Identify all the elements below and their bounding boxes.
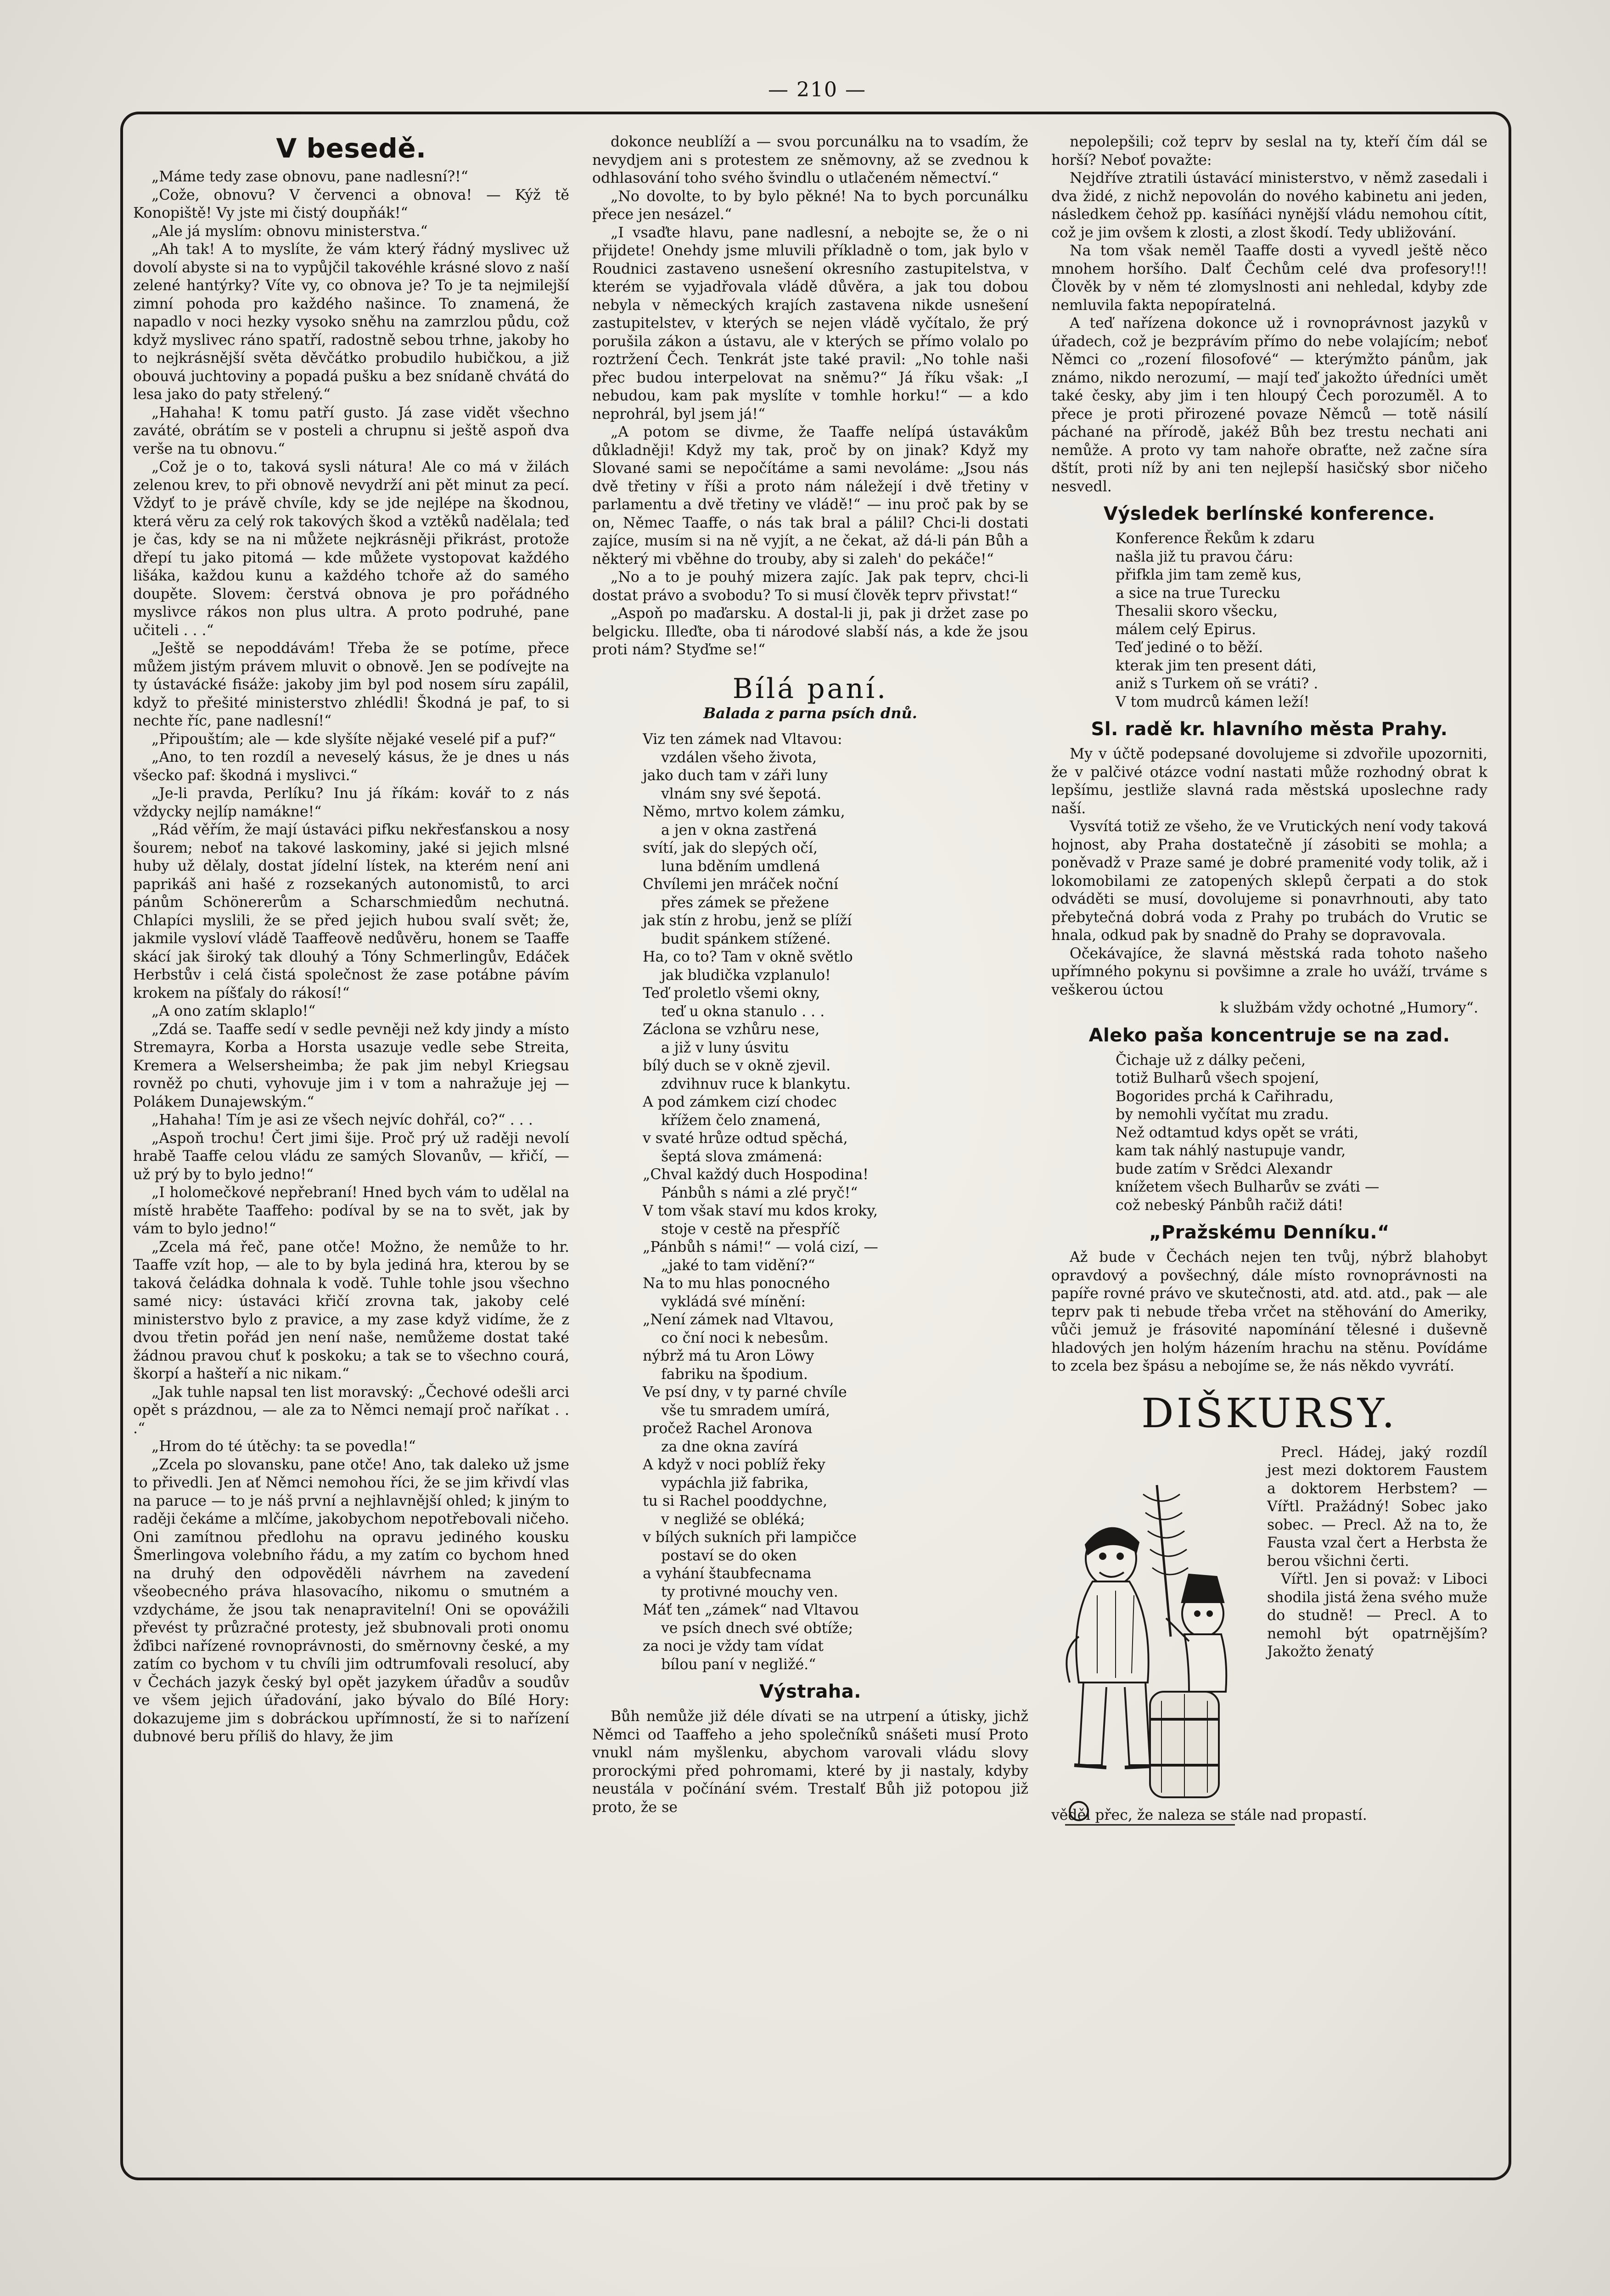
poem-line: za dne okna zavírá	[661, 1438, 798, 1455]
poem-line: „Chval každý duch Hospodina!	[643, 1166, 869, 1183]
paragraph: „Cože, obnovu? V červenci a obnova! — Kýž tě Konopiště! Vy jste mi čistý doupňák!“	[133, 186, 569, 221]
paragraph: „Zcela po slovansku, pane otče! Ano, tak daleko už jsme to přivedli. Jen ať Němci nemohou říci, že se jim křivdí vlas na paruce — to je náš první a nejhlavnější ohled; k jiným to raději čekáme a mlčíme, jakobychom nepotřebovali ničeho. Oni zamítnou předlohu na opravu jediného kousku Šmerlingova volebního řádu, a my zatím co bychom hned na druhý den odpověděli návrhem na zavedení všeobecného práva hlasovacího, nikomu o smutném a vzdycháme, že jsou tak nenapravitelní! Oni se opovážili převést ty průzračné protesty, jež sbubnovali proti onomu žďibci nařízené rovnoprávnosti, do směrnovny české, a my zatím co bychom v tu chvíli jim odtrumfovali resolucí, aby v Čechách jazyk český byl opět jazykem úřadův a soudův ve všem jejich úřadování, jako bývalo do Bílé Hory: dokazujeme jim s dobráckou upřímností, že si to nařízení dubnové beru příliš do hlavy, že jim	[133, 1456, 569, 1745]
paragraph: „Zdá se. Taaffe sedí v sedle pevněji než kdy jindy a místo Stremayra, Korba a Horsta usazuje vedle sebe Streita, Kremera a Welsersheimba; že pak jim nebyl Kriegsau rovněž po chuti, vyhovuje jim i v tom a nahražuje jej — Polákem Dunajewským.“	[133, 1021, 569, 1110]
paragraph: „A ono zatím sklaplo!“	[151, 1003, 316, 1019]
article-continuation-vystraha	[1051, 133, 1487, 496]
poem-line: co ční noci k nebesům.	[661, 1329, 829, 1346]
paragraph: dokonce neublíží a — svou porcunálku na to vsadím, že nevydjem ani s protestem ze sněmovny, až se zvednou k odhlasování toho svého švindlu o utlačeném němectví.“	[592, 134, 1028, 186]
poem-line: a jen v okna zastřená	[661, 822, 817, 838]
poem-line: Ha, co to? Tam v okně světlo	[643, 949, 853, 965]
poem-line: V tom však staví mu kdos kroky,	[643, 1203, 878, 1219]
poem-line: budit spánkem stížené.	[661, 930, 831, 947]
poem-line: Máť ten „zámek“ nad Vltavou	[643, 1602, 859, 1618]
paragraph: „No dovolte, to by bylo pěkné! Na to bych porcunálku přece jen nesázel.“	[592, 188, 1028, 223]
poem-line: jak bludička vzplanulo!	[661, 967, 831, 984]
poem-line: bílý duch se v okně zjevil.	[643, 1058, 831, 1074]
column-3	[1051, 133, 1487, 2167]
poem-aleko-pasa	[1051, 1052, 1487, 1215]
article-continuation	[592, 133, 1028, 659]
poem-line: jako duch tam v záři luny	[643, 767, 828, 784]
poem-line: což nebeský Pánbůh račiž dáti!	[1116, 1197, 1344, 1214]
poem-title-bila-pani: Bílá paní.	[732, 672, 888, 705]
poem-line: bude zatím v Srědci Alexandr	[1116, 1160, 1332, 1177]
paragraph: „I vsaďte hlavu, pane nadlesní, a nebojte se, že o ni přijdete! Onehdy jsme mluvili příkladně o tom, jak bylo v Roudnici zastaveno usnešení okresního zastupitelstva, v kterém se vyjadřovala vládě důvěra, a jak tou dobou nebyla v německých krajích zastavena nikde usnešení zastupitelstev, v kterých se nejen vládě vyčítalo, že prý porušila zákon a ústavu, ale v kterých se přímo volalo po roztržení Čech. Tenkrát jste také pravil: „No tohle naši přec budou interpelovat na sněmu?“ Já říku však: „I nebudou, kam pak myslíte v tomhle horku!“ — a kdo neprohrál, byl jsem já!“	[592, 224, 1028, 422]
signature-humory: k službám vždy ochotné „Humory“.	[1220, 1000, 1478, 1016]
article-heading-dennik: „Pražskému Denníku.“	[1149, 1222, 1390, 1243]
article-heading-v-besede: V besedě.	[276, 133, 426, 164]
poem-line: V tom mudrců kámen leží!	[1116, 693, 1310, 710]
column-2	[592, 133, 1028, 2167]
diskursy-footer-line: věděl přec, že naleza se stále nad propastí.	[1051, 1806, 1367, 1823]
poem-line: stoje v cestě na přespříč	[661, 1221, 840, 1238]
paragraph: „Hahaha! K tomu patří gusto. Já zase vidět všechno zaváté, obrátím se v posteli a chrupnu si ještě aspoň dva verše na tu obnovu.“	[133, 404, 569, 457]
poem-line: a vyhání štaubfecnama	[643, 1565, 812, 1582]
cartoon-illustration	[1051, 1444, 1258, 1857]
poem-line: vypáchla již fabrika,	[661, 1474, 809, 1491]
diskursy-dialogue	[1267, 1444, 1487, 1661]
poem-line: šeptá slova zmámená:	[661, 1148, 823, 1165]
poem-berlin-conference	[1051, 530, 1487, 711]
poem-line: Thesalii skoro všecku,	[1116, 603, 1278, 619]
poem-line: kterak jim ten present dáti,	[1116, 657, 1317, 674]
paragraph: „Aspoň po maďarsku. A dostal-li ji, pak ji držet zase po belgicku. Illeďte, oba ti národové slabší nás, a kde že jsou proti nám? Styďme se!“	[592, 605, 1028, 658]
poem-line: kam tak náhlý nastupuje vandr,	[1116, 1142, 1346, 1159]
poem-line: luna bděním umdlená	[661, 858, 820, 875]
paragraph: Na tom však neměl Taaffe dosti a vyvedl ještě něco mnohem horšího. Dalť Čechům celé dva profesory!!! Člověk by v něm té zlomyslnosti ani nehledal, kdyby zde nemluvila fakta nepopíratelná.	[1051, 242, 1487, 314]
poem-line: svítí, jak do slepých očí,	[643, 840, 818, 856]
dialogue-paragraph: Precl. Hádej, jaký rozdíl jest mezi doktorem Faustem a doktorem Herbstem? — Vířtl. Pražádný! Sobec jako sobec. — Precl. Až na to, že Fausta vzal čert a Herbsta že berou všichni čerti.	[1267, 1444, 1487, 1570]
poem-line: v bílých sukních při lampičce	[643, 1529, 857, 1546]
poem-line: Čichaje už z dálky pečeni,	[1116, 1052, 1306, 1069]
poem-line: Na to mu hlas ponocného	[643, 1275, 830, 1292]
poem-subtitle: Balada z parna psích dnů.	[703, 704, 917, 722]
article-body-rada	[1051, 745, 1487, 999]
poem-line: Němo, mrtvo kolem zámku,	[643, 804, 845, 820]
paragraph: „Hrom do té útěchy: ta se povedla!“	[151, 1438, 416, 1455]
poem-line: totiž Bulharů všech spojení,	[1116, 1070, 1319, 1086]
poem-line: Konference Řekům k zdaru	[1116, 530, 1315, 547]
poem-line: by nemohli vyčítat mu zradu.	[1116, 1106, 1329, 1123]
poem-line: A pod zámkem cizí chodec	[643, 1094, 837, 1110]
paragraph: „Ale já myslím: obnovu ministerstva.“	[151, 223, 428, 240]
poem-line: teď u okna stanulo . . .	[661, 1003, 825, 1020]
poem-line: našla již tu pravou čáru:	[1116, 548, 1293, 565]
poem-line: Záclona se vzhůru nese,	[643, 1021, 820, 1038]
paragraph: „Rád věřím, že mají ústaváci pifku nekřesťanskou a nosy šourem; neboť na takové laskominy, jaké si jejich mlsné huby už dělaly, dostat jídelní lístek, na kterém není ani paprikáš ani hašé z rozsekaných autonomistů, to arci pánům Schönererům a Scharschmiedům nechutná. Chlapíci myslili, že se před jejich hubou svalí svět; že, jakmile vysloví vládě Taaffeově nedůvěru, honem se Taaffe skácí jak široký tak dlouhý a Tóny Schmerlingův, Edáček Herbstův i celá čistá společnost že zase potábne pávím krokem na píšťaly do rákosí!“	[133, 822, 569, 1002]
poem-line: málem celý Epirus.	[1116, 621, 1257, 638]
poem-line: vše tu smradem umírá,	[661, 1402, 830, 1419]
diskursy-footer-wrap	[1051, 1806, 1487, 1825]
article-body-v-besede	[133, 168, 569, 1746]
paragraph: „Zcela má řeč, pane otče! Možno, že nemůže to hr. Taaffe vzít hop, — ale to by byla jediná hra, kterou by se taková čeládka dohnala k vodě. Tuhle tohle jsou všechno samé nicy: ústaváci křičí zrovna tak, jakoby celé ministerstvo bylo z pravice, a my zase když vidíme, že z dvou třetin pořád jen není naše, nemůžeme dostat také žádnou pravou chuť k poskoku; a tak se to všechno courá, škorpí a hašteří a nic nikam.“	[133, 1238, 569, 1382]
paragraph: „Je-li pravda, Perlíku? Inu já říkám: kovář to z nás vždycky nejlíp namákne!“	[133, 785, 569, 820]
poem-line: „Pánbůh s námi!“ — volá cizí, —	[643, 1239, 878, 1255]
poem-line: Bogorides prchá k Cařihradu,	[1116, 1088, 1334, 1105]
poem-line: přes zámek se přežene	[661, 894, 829, 911]
poem-line: v svaté hrůze odtud spěchá,	[643, 1130, 848, 1147]
poem-line: Teď proletlo všemi okny,	[643, 985, 820, 1002]
poem-line: ve psích dnech své obtíže;	[661, 1620, 853, 1637]
paragraph: „Což je o to, taková sysli nátura! Ale co má v žilách zelenou krev, to při obnově nevydrží ani pět minut za pecí. Vždyť to je právě chvíle, kdy se jde nejlépe na škodnou, která věru za celý rok takových škod a vztěků nadělala; teď je čas, kdy se na ni můžete nejkrásněji přikrást, protože dřepí tu jako pitomá — kde můžete vystopovat každého lišáka, každou kunu a každého tchoře až do samého doupěte. Slovem: čerstvá obnova je pro pořádného myslivce rákos non plus ultra. A proto podruhé, pane učiteli . . .“	[133, 459, 569, 639]
paragraph: nepolepšili; což teprv by seslal na ty, kteří čím dál se horší? Neboť považte:	[1051, 134, 1487, 169]
paragraph: „Hahaha! Tím je asi ze všech nejvíc dohřál, co?“ . . .	[151, 1112, 533, 1128]
column-1	[133, 133, 569, 2167]
poem-line: Pánbůh s námi a zlé pryč!“	[661, 1184, 858, 1201]
paragraph: „Připouštím; ale — kde slyšíte nějaké veselé pif a puf?“	[151, 731, 556, 748]
paragraph: „Jak tuhle napsal ten list moravský: „Čechové odešli arci opět s prázdnou, — ale za to Němci nemají proč naříkat . . .“	[133, 1384, 569, 1437]
paragraph: „Ah tak! A to myslíte, že vám který řádný myslivec už dovolí abyste si na to vypůjčil takovéhle krásné slovo z naší zelené hantýrky? Víte vy, co obnova je? To je ta nejmilejší zimní pohoda pro každého našince. To znamená, že napadlo v noci hezky vysoko sněhu na zamrzlou půdu, což když myslivec ráno spatří, radostně sebou trhne, jakoby ho to nejkrásnější světa děvčátko probudilo hubičkou, a již obouvá juchtoviny a popadá pušku a bez snídaně chvátá do lesa jako do paty střelený.“	[133, 241, 569, 403]
paragraph: Očekávajíce, že slavná městská rada tohoto našeho upřímného pokynu si povšimne a zrale ho uváží, trváme s veškerou úctou	[1051, 945, 1487, 998]
poem-line: jak stín z hrobu, jenž se plíží	[643, 912, 852, 929]
poem-line: Ve psí dny, v ty parné chvíle	[643, 1384, 847, 1401]
poem-line: „Není zámek nad Vltavou,	[643, 1311, 834, 1328]
paragraph: „A potom se divme, že Taaffe nelípá ústavákům důkladněji! Když my tak, proč by on jinak? Když my Slované sami se nepočítáme a sami nevoláme: „Jsou nás dvě třetiny v říši a proto nám náležejí i dvě třetiny v parlamentu a dvě třetiny ve vládě!“ — inu proč pak by se on, Němec Taaffe, o nás tak bral a pálil? Chci-li dostati zajíce, musím si na ně vyjít, a ne čekat, až dá-li pán Bůh a některý mi vběhne do trouby, aby si zaleh' do pekáče!“	[592, 424, 1028, 568]
poem-line: za noci je vždy tam vídat	[643, 1638, 824, 1654]
article-heading-aleko: Aleko paša koncentruje se na zad.	[1088, 1024, 1450, 1046]
paragraph: Vysvítá totiž ze všeho, že ve Vrutických není vody taková hojnost, aby Praha dostatečně jí zásobiti se mohla; a poněvadž v Praze samé je dobré pramenité vody tolik, až i lokomobilami ze zatopených sklepů čerpati a do stok odváděti se musí, dovolujeme si ponavrhnouti, aby tato přebytečná dobrá voda z Prahy po trubách do Vrutic se hnala, odkud pak by snadně do Prahy se dopravovala.	[1051, 818, 1487, 944]
poem-line: Než odtamtud kdys opět se vráti,	[1116, 1124, 1359, 1141]
article-heading-rada: Sl. radě kr. hlavního města Prahy.	[1091, 719, 1448, 740]
poem-line: fabriku na špodium.	[661, 1366, 808, 1383]
poem-line: vlnám sny své šepotá.	[661, 785, 822, 802]
poem-bila-pani	[592, 731, 1028, 1674]
poem-line: aniž s Turkem oň se vráti? .	[1116, 675, 1318, 692]
poem-line: vykládá své mínění:	[661, 1293, 806, 1310]
paragraph: „Aspoň trochu! Čert jimi šije. Proč prý už raději nevolí hrabě Taaffe celou vládu ze samých Slovanův, — křičí, — už prý by to bylo jedno!“	[133, 1130, 569, 1183]
paragraph: Nejdříve ztratili ústavácí ministerstvo, v němž zasedali i dva židé, z nichž nepovolán do nového kabinetu ani jeden, následkem čehož pp. kasíňáci nynější vládu nemohou cítit, což je jim ovšem k zlosti, a zlost škodí. Tedy ubližování.	[1051, 170, 1487, 241]
page-number: — 210 —	[768, 78, 866, 101]
poem-line: a sice na true Turecku	[1116, 585, 1281, 602]
poem-line: tu si Rachel pooddychne,	[643, 1493, 828, 1509]
paragraph: „Ještě se nepoddávám! Třeba že se potíme, přece můžem jistým právem mluvit o obnově. Jen se podívejte na ty ústavácké fisáže: jakoby jim byl pod nosem síru zapálil, když to přešité ministerstvo zhlédli! Škodná je paf, to si nechte říc, pane nadlesní!“	[133, 640, 569, 729]
poem-line: v negližé se obléká;	[661, 1511, 805, 1528]
poem-line: Viz ten zámek nad Vltavou:	[643, 731, 842, 748]
paragraph: „No a to je pouhý mizera zajíc. Jak pak teprv, chci-li dostat právo a svobodu? To si musí člověk teprv přivstat!“	[592, 569, 1028, 604]
paragraph: My v účtě podepsané dovolujeme si zdvořile upozorniti, že v palčivé otázce vodní nastati může rozhodný obrat k lepšímu, jestliže slavná rada městská uposlechne rady naší.	[1051, 746, 1487, 817]
poem-line: a již v luny úsvitu	[661, 1039, 789, 1056]
poem-line: A když v noci poblíž řeky	[643, 1457, 825, 1473]
article-heading-berlin: Výsledek berlínské konference.	[1103, 503, 1436, 524]
poem-line: „jaké to tam vidění?“	[661, 1257, 815, 1274]
paragraph: „Ano, to ten rozdíl a neveselý kásus, že je dnes u nás všecko paf: škodná i myslivci.“	[133, 749, 569, 784]
poem-line: pročež Rachel Aronova	[643, 1420, 813, 1437]
poem-line: bílou paní v negližé.“	[661, 1656, 816, 1673]
poem-line: knížetem všech Bulharův se zváti —	[1116, 1179, 1380, 1195]
poem-line: Chvílemi jen mráček noční	[643, 876, 838, 893]
poem-line: přifkla jim tam země kus,	[1116, 567, 1302, 583]
article-body-vystraha: Bůh nemůže již déle dívati se na utrpení a útisky, jichž Němci od Taaffeho a jeho společníků snášeti musí Proto vnukl nám myšlenku, abychom varovali vládu slovy prorockými před pohromami, které by ji nastaly, kdyby neustála v počínání svém. Trestalť Bůh již potopou již proto, že se	[592, 1708, 1028, 1816]
paragraph: A teď nařízena dokonce už i rovnoprávnost jazyků v úřadech, což je bezprávím přímo do nebe volajícím; neboť Němci co „rození filosofové“ — kterýmžto pánům, jak známo, nikdo nerozumí, — mají teď jakožto úředníci umět také česky, aby jim i ten hloupý Čech porozuměl. A to přece je proti přirozené povaze Němců — totě násilí páchané na přírodě, jakéž Bůh bez trestu nechati ani nemůže. A proto vy tam nahoře obraťte, než začne síra dštít, proti níž by ani ten nejlepší hasičský sbor ničeho nesvedl.	[1051, 315, 1487, 495]
poem-line: postaví se do oken	[661, 1547, 797, 1564]
article-heading-vystraha: Výstraha.	[759, 1681, 861, 1702]
diskursy-heading: DIŠKURSY.	[1141, 1389, 1397, 1437]
dialogue-paragraph: Vířtl. Jen si považ: v Liboci shodila jistá žena svého muže do studně! — Precl. A to nemohl být opatrnějším? Jakožto ženatý	[1267, 1571, 1487, 1660]
poem-line: ty protivné mouchy ven.	[661, 1583, 838, 1600]
poem-line: zdvihnuv ruce k blankytu.	[661, 1075, 851, 1092]
article-body-dennik: Až bude v Čechách nejen ten tvůj, nýbrž blahobyt opravdový a povšechný, dále místo rovnoprávnosti na papíře rovné právo ve skutečnosti, atd. atd. atd., pak — ale teprv pak ti nebude třeba vrčet na stěhování do Ameriky, vůči jemuž je frásovité napomínání tělesné i duševně hladových jen holým házením hrachu na stěnu. Povídáme to zcela bez špásu a nebojíme se, že nás někdo vyvrátí.	[1051, 1249, 1487, 1374]
poem-line: Teď jediné o to běží.	[1116, 639, 1263, 656]
poem-line: křížem čelo znamená,	[661, 1112, 821, 1129]
poem-line: nýbrž má tu Aron Löwy	[643, 1348, 814, 1364]
paragraph: „I holomečkové nepřebraní! Hned bych vám to udělal na místě hraběte Taaffeho: podíval by se na to svět, jak by vám to bylo jedno!“	[133, 1184, 569, 1237]
diskursy-section	[1051, 1444, 1487, 1857]
poem-line: vzdálen všeho života,	[661, 749, 817, 766]
paragraph: „Máme tedy zase obnovu, pane nadlesní?!“	[151, 169, 468, 185]
